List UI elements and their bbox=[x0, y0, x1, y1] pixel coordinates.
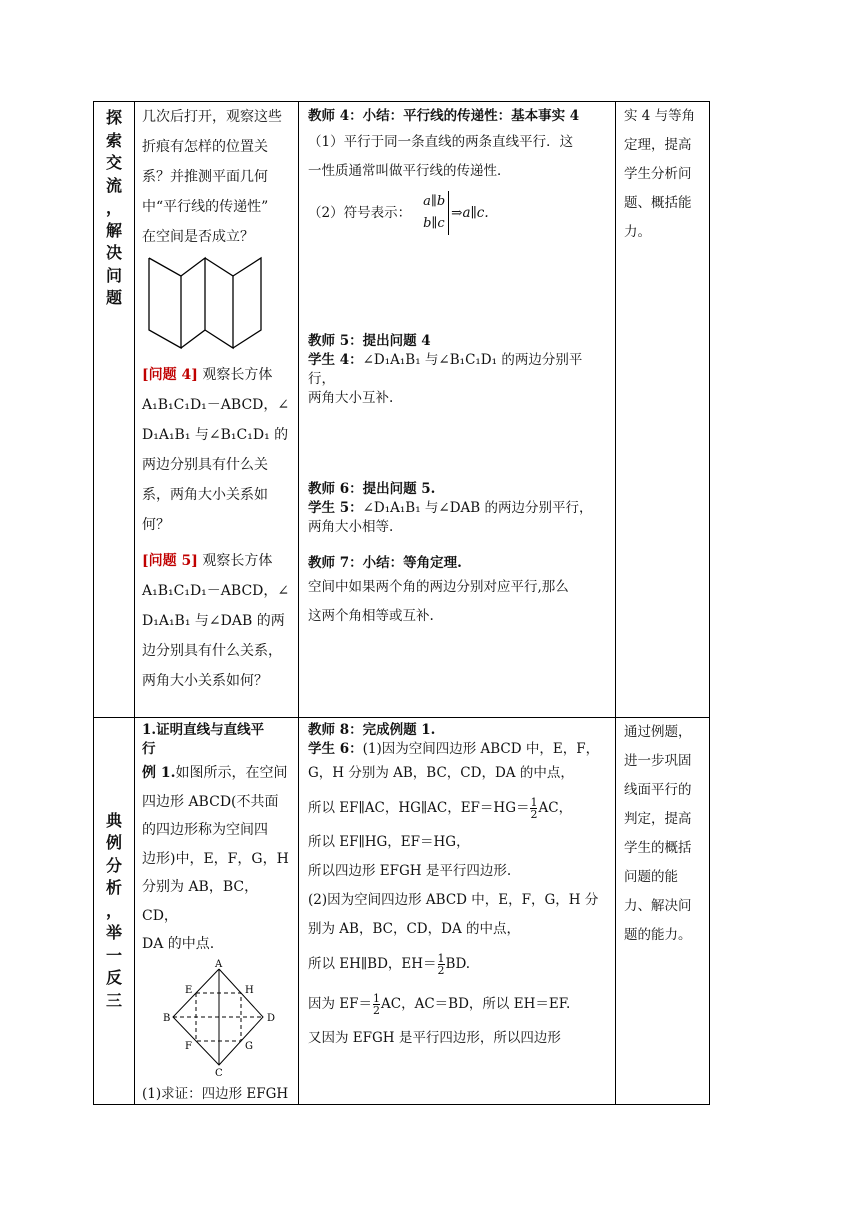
category-char: 举 bbox=[105, 923, 122, 942]
design-intent bbox=[616, 102, 709, 247]
category-char: 析 bbox=[105, 878, 122, 897]
folded-paper-figure bbox=[135, 252, 298, 352]
category-char: 典 bbox=[105, 810, 122, 830]
problem-5-line: D₁A₁B₁ 与∠DAB 的两 bbox=[142, 613, 285, 629]
example-line: 四边形 ABCD(不共面 bbox=[142, 793, 279, 810]
category-cell-explore bbox=[94, 102, 135, 718]
label-H: H bbox=[245, 984, 254, 996]
teacher-6-title: 教师 6：提出问题 5. bbox=[308, 481, 436, 497]
category-label bbox=[94, 102, 134, 310]
example-line: 如图所示，在空间 bbox=[175, 765, 288, 781]
problem-4-line: 系，两角大小关系如 bbox=[142, 487, 268, 503]
label-G: G bbox=[245, 1040, 253, 1052]
problem-4-line: 观察长方体 bbox=[197, 367, 273, 383]
intent-cell bbox=[616, 102, 710, 718]
prove-line: (1)求证：四边形 EFGH bbox=[142, 1085, 289, 1102]
activity-cell: 教师 4：小结：平行线的传递性：基本事实 4 （1）平行于同一条直线的两条直线平行．这 一性质通常叫做平行线的传递性． （2）符号表示： a∥b b∥c ⇒a∥c. 教师 5：提出问题 4 学生 4：∠D₁A₁B₁ 与∠B₁C₁D₁ 的两边分别平行， 两角大小互补. 教师 6：提出问题 5. 学生 5：∠D₁A₁B₁ 与∠DAB 的两边分别平行， 两角大小相等. 教师 7：小结：等角定理. 空间中如果两个角的两边分别对应平行,那么 这两个角相等或互补. bbox=[299, 102, 616, 718]
spatial-quadrilateral-figure bbox=[135, 959, 298, 1077]
label-E: E bbox=[185, 984, 193, 996]
label-A: A bbox=[215, 958, 223, 970]
example-line: 边形)中，E，F，G，H bbox=[142, 850, 289, 867]
category-char: 问 bbox=[105, 265, 122, 285]
problem-4-line: 何？ bbox=[142, 517, 170, 533]
question-line: 几次后打开，观察这些 bbox=[142, 109, 282, 125]
question-line: 系？并推测平面几何 bbox=[142, 169, 268, 185]
example-line: 分别为 AB，BC，CD， bbox=[142, 879, 259, 924]
question-line: 折痕有怎样的位置关 bbox=[142, 139, 268, 155]
intent-line: 学生的概括 bbox=[624, 840, 692, 856]
intent-line: 定理，提高 bbox=[624, 137, 692, 153]
symbol-expression bbox=[308, 190, 607, 236]
label-B: B bbox=[163, 1012, 171, 1024]
intent-line: 力。 bbox=[624, 224, 651, 240]
category-char: 例 bbox=[105, 833, 122, 852]
teacher-5-title: 教师 5：提出问题 4 bbox=[308, 333, 431, 349]
category-char: 三 bbox=[105, 990, 122, 1010]
intent-line: 实 4 与等角 bbox=[624, 108, 696, 124]
design-intent bbox=[616, 718, 709, 950]
category-char: 一 bbox=[105, 945, 122, 965]
category-char: ， bbox=[105, 198, 122, 217]
label-D: D bbox=[267, 1012, 276, 1024]
teacher-4-line1a: （1）平行于同一条直线的两条直线平行．这 bbox=[308, 134, 574, 150]
label-C: C bbox=[215, 1067, 223, 1077]
category-char: 分 bbox=[105, 855, 122, 875]
student-5-text: ∠D₁A₁B₁ 与∠DAB 的两边分别平行， bbox=[362, 500, 593, 516]
example-heading: 1.证明直线与直线平 bbox=[142, 722, 265, 738]
problem-5 bbox=[135, 546, 298, 696]
category-char: 流 bbox=[105, 175, 122, 195]
intent-line: 题的能力。 bbox=[624, 927, 692, 943]
intent-line: 学生分析问 bbox=[624, 166, 692, 182]
problem-4-line: D₁A₁B₁ 与∠B₁C₁D₁ 的 bbox=[142, 427, 289, 443]
lesson-plan-table bbox=[93, 101, 710, 1105]
example-line: DA 的中点. bbox=[142, 936, 215, 952]
problem-4-line: A₁B₁C₁D₁－ABCD，∠ bbox=[142, 397, 290, 413]
intent-cell-2 bbox=[616, 718, 710, 1105]
problem-5-line: 观察长方体 bbox=[197, 553, 273, 569]
problem-4 bbox=[135, 360, 298, 540]
intent-line: 通过例题， bbox=[624, 724, 692, 740]
intent-line: 问题的能 bbox=[624, 869, 678, 885]
question-line: 在空间是否成立？ bbox=[142, 229, 254, 245]
teacher-8-title: 教师 8：完成例题 1. bbox=[308, 722, 436, 738]
teacher-4-line1b: 一性质通常叫做平行线的传递性． bbox=[308, 163, 511, 179]
intent-line: 题、概括能 bbox=[624, 195, 692, 211]
category-char: 解 bbox=[105, 220, 122, 240]
question-line: 中“平行线的传递性” bbox=[142, 199, 269, 215]
teacher-4-line2-label: （2）符号表示： bbox=[308, 204, 412, 221]
symbol-brace: a∥b b∥c bbox=[423, 191, 449, 235]
problem-5-line: A₁B₁C₁D₁－ABCD，∠ bbox=[142, 583, 290, 599]
example-line: 的四边形称为空间四 bbox=[142, 822, 268, 838]
problem-4-tag: [问题 4] bbox=[142, 367, 198, 383]
problem-5-line: 两角大小关系如何？ bbox=[142, 673, 268, 689]
question-cell bbox=[135, 102, 299, 718]
category-char: 反 bbox=[105, 968, 122, 987]
problem-4-line: 两边分别具有什么关 bbox=[142, 457, 268, 473]
problem-5-line: 边分别具有什么关系， bbox=[142, 643, 282, 659]
question-intro bbox=[135, 102, 298, 252]
teacher-7-text-b: 这两个角相等或互补. bbox=[308, 608, 434, 624]
example-cell: 1.证明直线与直线平 行 例 1.如图所示，在空间 四边形 ABCD(不共面 的四边形称为空间四 边形)中，E，F，G，H 分别为 AB，BC，CD， DA 的中点. A B C D E F G H (1)求证：四边形 EFGH bbox=[135, 718, 299, 1105]
category-char: ， bbox=[105, 900, 122, 920]
category-char: 交 bbox=[105, 153, 122, 172]
problem-4-text bbox=[142, 367, 289, 533]
category-char: 决 bbox=[105, 243, 122, 262]
intent-line: 判定，提高 bbox=[624, 811, 692, 827]
category-char: 题 bbox=[105, 288, 122, 307]
intent-line: 进一步巩固 bbox=[624, 753, 692, 769]
teacher-7-text-a: 空间中如果两个角的两边分别对应平行,那么 bbox=[308, 579, 569, 595]
student-4-text: ∠D₁A₁B₁ 与∠B₁C₁D₁ 的两边分别平行， bbox=[308, 352, 583, 387]
teacher-7-title: 教师 7：小结：等角定理. bbox=[308, 555, 462, 571]
category-char: 索 bbox=[105, 130, 122, 150]
category-cell-example bbox=[94, 718, 135, 1105]
problem-5-text bbox=[142, 553, 289, 689]
symbol-result: ⇒a∥c. bbox=[451, 205, 489, 221]
example-1-text: 例 1.如图所示，在空间 四边形 ABCD(不共面 的四边形称为空间四 边形)中，E，F，G，H 分别为 AB，BC，CD， DA 的中点. bbox=[142, 765, 289, 952]
intent-line: 线面平行的 bbox=[624, 782, 692, 798]
teacher-4-title: 教师 4：小结：平行线的传递性：基本事实 4 bbox=[308, 108, 580, 124]
category-char: 探 bbox=[105, 108, 122, 127]
problem-5-tag: [问题 5] bbox=[142, 553, 198, 569]
intent-line: 力、解决问 bbox=[624, 898, 692, 914]
label-F: F bbox=[185, 1040, 192, 1052]
solution-cell: 教师 8：完成例题 1. 学生 6：(1)因为空间四边形 ABCD 中，E，F， G，H 分别为 AB，BC，CD，DA 的中点， 所以 EF∥AC，HG∥AC，EF＝HG＝ $\frac{1}{2}$ AC， 所以 EF∥HG，EF＝HG， 所以四边形 EFGH 是平行四边形. (2)因为空间四边形 ABCD 中，E，F，G，H 分 别为 AB，BC，CD，DA 的中点， 所以 EH∥BD，EH＝ $\frac{1}{2}$ BD. 因为 EF＝ $\frac{1}{2}$ AC，AC＝BD，所以 EH＝EF. 又因为 EFGH 是平行四边形，所以四边形 bbox=[299, 718, 616, 1105]
category-label bbox=[94, 810, 134, 1013]
